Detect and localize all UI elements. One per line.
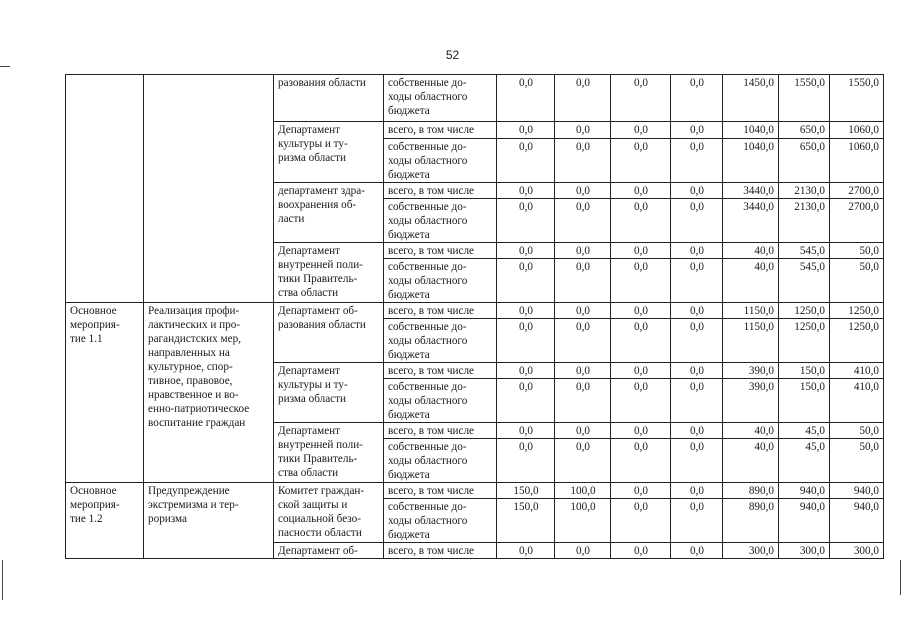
value-cell: 0,0: [497, 139, 555, 183]
value-cell: 545,0: [779, 243, 830, 259]
value-cell: 0,0: [555, 363, 611, 379]
value-cell: 0,0: [497, 122, 555, 139]
value-cell: 940,0: [830, 483, 884, 499]
value-cell: 40,0: [723, 439, 779, 483]
value-cell: 2700,0: [830, 199, 884, 243]
value-cell: 0,0: [671, 543, 723, 559]
funding-source-cell: всего, в том числе: [384, 303, 497, 319]
value-cell: 0,0: [671, 243, 723, 259]
value-cell: 0,0: [671, 122, 723, 139]
value-cell: 0,0: [671, 499, 723, 543]
value-cell: 0,0: [611, 483, 671, 499]
activity-name-cell: Реализация профи- лактических и про- pагандистских мер, направленных на культурное, спор- тивное, правовое, нравственное и во- енно-патриотическое воспитание граждан: [144, 303, 274, 483]
department-cell: Департамент внутренней поли- тики Правитель- ства области: [274, 243, 384, 303]
value-cell: 0,0: [611, 122, 671, 139]
value-cell: 0,0: [497, 75, 555, 122]
value-cell: 650,0: [779, 122, 830, 139]
value-cell: 0,0: [497, 199, 555, 243]
value-cell: 0,0: [671, 319, 723, 363]
value-cell: 0,0: [497, 183, 555, 199]
value-cell: 1250,0: [830, 303, 884, 319]
value-cell: 0,0: [555, 183, 611, 199]
value-cell: 1250,0: [779, 303, 830, 319]
value-cell: 0,0: [497, 439, 555, 483]
value-cell: 0,0: [555, 379, 611, 423]
value-cell: 0,0: [671, 439, 723, 483]
department-cell: Департамент культуры и ту- ризма области: [274, 363, 384, 423]
value-cell: 1150,0: [723, 303, 779, 319]
page-number: 52: [445, 48, 460, 62]
funding-source-cell: всего, в том числе: [384, 243, 497, 259]
value-cell: 0,0: [497, 543, 555, 559]
activity-code-cell: Основное мероприя- тие 1.2: [66, 483, 144, 559]
activity-code-cell: [66, 75, 144, 303]
funding-source-cell: всего, в том числе: [384, 543, 497, 559]
value-cell: 1250,0: [779, 319, 830, 363]
value-cell: 410,0: [830, 379, 884, 423]
department-cell: департамент здра- воохранения об- ласти: [274, 183, 384, 243]
value-cell: 0,0: [671, 303, 723, 319]
value-cell: 150,0: [779, 363, 830, 379]
value-cell: 40,0: [723, 259, 779, 303]
value-cell: 100,0: [555, 483, 611, 499]
value-cell: 50,0: [830, 259, 884, 303]
value-cell: 0,0: [611, 423, 671, 439]
value-cell: 0,0: [611, 543, 671, 559]
department-cell: Комитет граждан- ской защиты и социальной безо- пасности области: [274, 483, 384, 543]
value-cell: 410,0: [830, 363, 884, 379]
table-row: [66, 75, 884, 122]
value-cell: 0,0: [611, 243, 671, 259]
value-cell: 0,0: [611, 499, 671, 543]
department-cell: разования области: [274, 75, 384, 122]
value-cell: 390,0: [723, 363, 779, 379]
funding-source-cell: всего, в том числе: [384, 363, 497, 379]
value-cell: 0,0: [555, 122, 611, 139]
value-cell: 0,0: [555, 319, 611, 363]
value-cell: 1060,0: [830, 139, 884, 183]
value-cell: 0,0: [555, 303, 611, 319]
value-cell: 0,0: [497, 423, 555, 439]
funding-source-cell: собственные до- ходы областного бюджета: [384, 259, 497, 303]
value-cell: 1040,0: [723, 139, 779, 183]
value-cell: 300,0: [830, 543, 884, 559]
value-cell: 0,0: [611, 75, 671, 122]
value-cell: 0,0: [555, 139, 611, 183]
value-cell: 100,0: [555, 499, 611, 543]
funding-source-cell: всего, в том числе: [384, 423, 497, 439]
value-cell: 0,0: [611, 259, 671, 303]
value-cell: 890,0: [723, 499, 779, 543]
activity-code-cell: Основное мероприя- тие 1.1: [66, 303, 144, 483]
department-cell: Департамент внутренней поли- тики Правитель- ства области: [274, 423, 384, 483]
value-cell: 0,0: [671, 259, 723, 303]
value-cell: 1060,0: [830, 122, 884, 139]
activity-name-cell: [144, 75, 274, 303]
value-cell: 0,0: [671, 379, 723, 423]
value-cell: 300,0: [779, 543, 830, 559]
value-cell: 0,0: [555, 423, 611, 439]
value-cell: 0,0: [497, 303, 555, 319]
value-cell: 390,0: [723, 379, 779, 423]
value-cell: 940,0: [779, 499, 830, 543]
department-cell: Департамент об- разования области: [274, 303, 384, 363]
budget-table: [65, 74, 884, 559]
value-cell: 940,0: [830, 499, 884, 543]
department-cell: Департамент об-: [274, 543, 384, 559]
value-cell: 0,0: [671, 139, 723, 183]
value-cell: 150,0: [779, 379, 830, 423]
table-row: [66, 303, 884, 319]
value-cell: 890,0: [723, 483, 779, 499]
value-cell: 0,0: [555, 199, 611, 243]
funding-source-cell: собственные до- ходы областного бюджета: [384, 319, 497, 363]
funding-source-cell: собственные до- ходы областного бюджета: [384, 499, 497, 543]
value-cell: 0,0: [497, 363, 555, 379]
value-cell: 45,0: [779, 423, 830, 439]
value-cell: 50,0: [830, 243, 884, 259]
value-cell: 0,0: [671, 363, 723, 379]
value-cell: 0,0: [671, 75, 723, 122]
value-cell: 1550,0: [830, 75, 884, 122]
funding-source-cell: собственные до- ходы областного бюджета: [384, 199, 497, 243]
value-cell: 0,0: [611, 183, 671, 199]
value-cell: 2130,0: [779, 183, 830, 199]
funding-source-cell: всего, в том числе: [384, 483, 497, 499]
department-cell: Департамент культуры и ту- ризма области: [274, 122, 384, 183]
value-cell: 0,0: [497, 379, 555, 423]
value-cell: 1450,0: [723, 75, 779, 122]
value-cell: 40,0: [723, 243, 779, 259]
value-cell: 150,0: [497, 483, 555, 499]
value-cell: 50,0: [830, 439, 884, 483]
margin-mark: [900, 560, 901, 595]
value-cell: 0,0: [671, 483, 723, 499]
margin-mark: [0, 66, 10, 67]
value-cell: 0,0: [611, 139, 671, 183]
funding-source-cell: собственные до- ходы областного бюджета: [384, 75, 497, 122]
value-cell: 45,0: [779, 439, 830, 483]
value-cell: 0,0: [555, 543, 611, 559]
value-cell: 3440,0: [723, 183, 779, 199]
value-cell: 50,0: [830, 423, 884, 439]
funding-source-cell: всего, в том числе: [384, 122, 497, 139]
value-cell: 650,0: [779, 139, 830, 183]
value-cell: 0,0: [611, 379, 671, 423]
value-cell: 0,0: [497, 259, 555, 303]
value-cell: 0,0: [671, 423, 723, 439]
funding-source-cell: всего, в том числе: [384, 183, 497, 199]
value-cell: 0,0: [611, 363, 671, 379]
value-cell: 0,0: [555, 439, 611, 483]
value-cell: 1550,0: [779, 75, 830, 122]
value-cell: 2700,0: [830, 183, 884, 199]
margin-mark: [2, 560, 3, 600]
activity-name-cell: Предупреждение экстремизма и тер- роризма: [144, 483, 274, 559]
value-cell: 300,0: [723, 543, 779, 559]
funding-source-cell: собственные до- ходы областного бюджета: [384, 379, 497, 423]
value-cell: 0,0: [611, 319, 671, 363]
value-cell: 0,0: [555, 75, 611, 122]
value-cell: 1040,0: [723, 122, 779, 139]
value-cell: 545,0: [779, 259, 830, 303]
value-cell: 0,0: [497, 319, 555, 363]
value-cell: 0,0: [555, 259, 611, 303]
value-cell: 940,0: [779, 483, 830, 499]
funding-source-cell: собственные до- ходы областного бюджета: [384, 139, 497, 183]
value-cell: 40,0: [723, 423, 779, 439]
value-cell: 0,0: [611, 303, 671, 319]
value-cell: 3440,0: [723, 199, 779, 243]
value-cell: 150,0: [497, 499, 555, 543]
value-cell: 0,0: [671, 183, 723, 199]
value-cell: 0,0: [611, 439, 671, 483]
value-cell: 0,0: [555, 243, 611, 259]
value-cell: 2130,0: [779, 199, 830, 243]
value-cell: 1150,0: [723, 319, 779, 363]
funding-source-cell: собственные до- ходы областного бюджета: [384, 439, 497, 483]
value-cell: 0,0: [671, 199, 723, 243]
value-cell: 0,0: [611, 199, 671, 243]
value-cell: 0,0: [497, 243, 555, 259]
table-row: [66, 483, 884, 499]
value-cell: 1250,0: [830, 319, 884, 363]
